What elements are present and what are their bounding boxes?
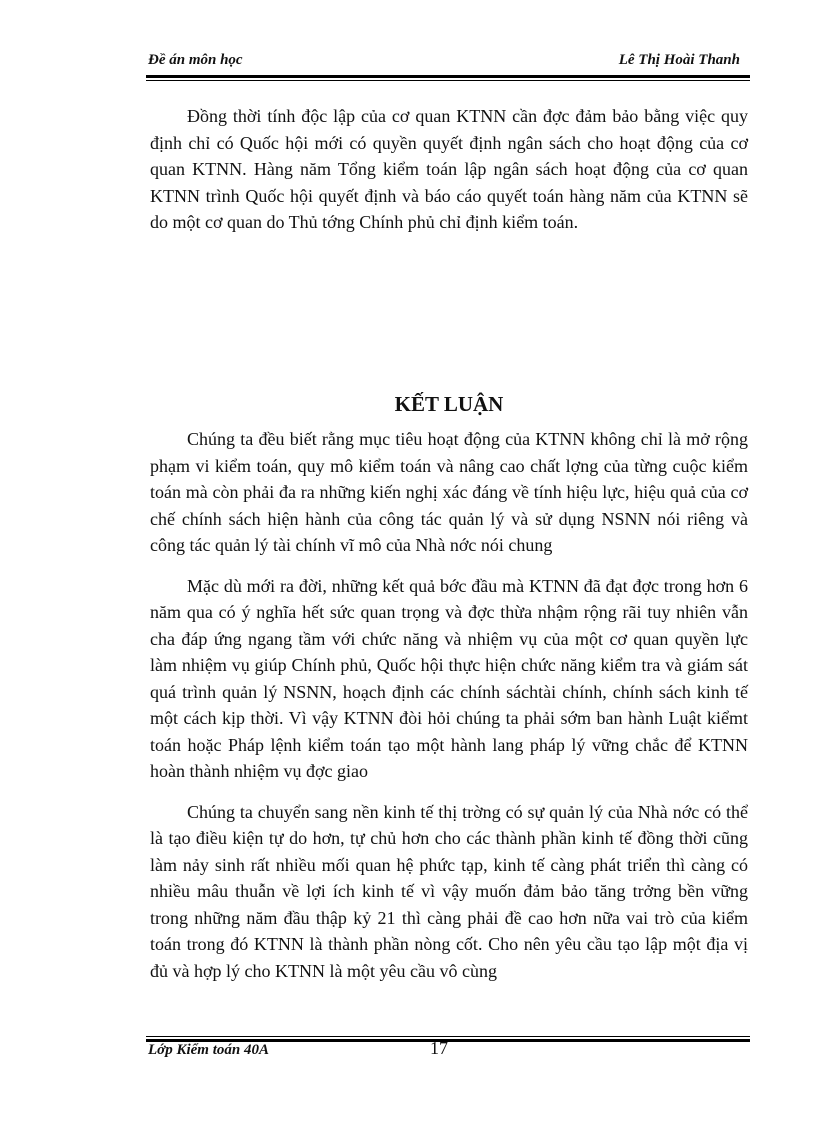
paragraph-gap	[150, 559, 748, 573]
section-title: KẾT LUẬN	[394, 392, 504, 416]
paragraph-gap	[150, 785, 748, 799]
footer-rule-thin	[146, 1036, 750, 1037]
page-header-right: Lê Thị Hoài Thanh	[618, 52, 740, 68]
intro-paragraph: Đồng thời tính độc lập của cơ quan KTNN cần đợc đảm bảo bằng việc quy định chỉ có Quốc hội mới có quyền quyết định ngân sách cho hoạt động của cơ quan KTNN. Hàng năm Tổng kiểm toán lập ngân sách hoạt động của cơ quan KTNN trình Quốc hội quyết định và báo cáo quyết toán hàng năm của KTNN sẽ do một cơ quan do Thủ tớng Chính phủ chỉ định kiểm toán.	[150, 106, 748, 232]
conclusion-paragraph-1: Chúng ta đều biết rằng mục tiêu hoạt động của KTNN không chỉ là mở rộng phạm vi kiểm toán, quy mô kiểm toán và nâng cao chất lợng của từng cuộc kiểm toán mà còn phải đa ra những kiến nghị xác đáng về tính hiệu lực, hiệu quả của cơ chế chính sách hiện hành của công tác quản lý và sử dụng NSNN nói riêng và công tác quản lý tài chính vĩ mô của Nhà nớc nói chung	[150, 429, 748, 555]
conclusion-paragraph-3: Chúng ta chuyển sang nền kinh tế thị trờng có sự quản lý của Nhà nớc có thể là tạo điều kiện tự do hơn, tự chủ hơn cho các thành phần kinh tế đồng thời cũng làm nảy sinh rất nhiều mối quan hệ phức tạp, kinh tế càng phát triển thì càng có nhiều mâu thuẫn về lợi ích kinh tế vì vậy muốn đảm bảo tăng trởng bền vững trong những năm đầu thập kỷ 21 thì càng phải đề cao hơn nữa vai trò của kiểm toán trong đó KTNN là thành phần nòng cốt. Cho nên yêu cầu tạo lập một địa vị đủ và hợp lý cho KTNN là một yêu cầu vô cùng	[150, 801, 748, 981]
conclusion-block	[150, 426, 748, 984]
intro-block	[150, 103, 748, 236]
page-footer-left: Lớp Kiểm toán 40A	[148, 1042, 269, 1058]
header-rule-thin	[146, 80, 750, 81]
page-number: 17	[430, 1038, 448, 1058]
header-rule-thick	[146, 75, 750, 78]
conclusion-paragraph-2: Mặc dù mới ra đời, những kết quả bớc đầu mà KTNN đã đạt đợc trong hơn 6 năm qua có ý nghĩa hết sức quan trọng và đợc thừa nhậm rộng rãi tuy nhiên vẫn cha đáp ứng ngang tầm với chức năng và nhiệm vụ của một cơ quan quyền lực làm nhiệm vụ giúp Chính phủ, Quốc hội thực hiện chức năng kiểm tra và giám sát quá trình quản lý NSNN, hoạch định các chính sáchtài chính, chính sách kinh tế một cách kịp thời. Vì vậy KTNN đòi hỏi chúng ta phải sớm ban hành Luật kiểmt toán hoặc Pháp lệnh kiểm toán tạo một hành lang pháp lý vững chắc để KTNN hoàn thành nhiệm vụ đợc giao	[150, 575, 748, 781]
page-header-left: Đề án môn học	[148, 52, 243, 68]
